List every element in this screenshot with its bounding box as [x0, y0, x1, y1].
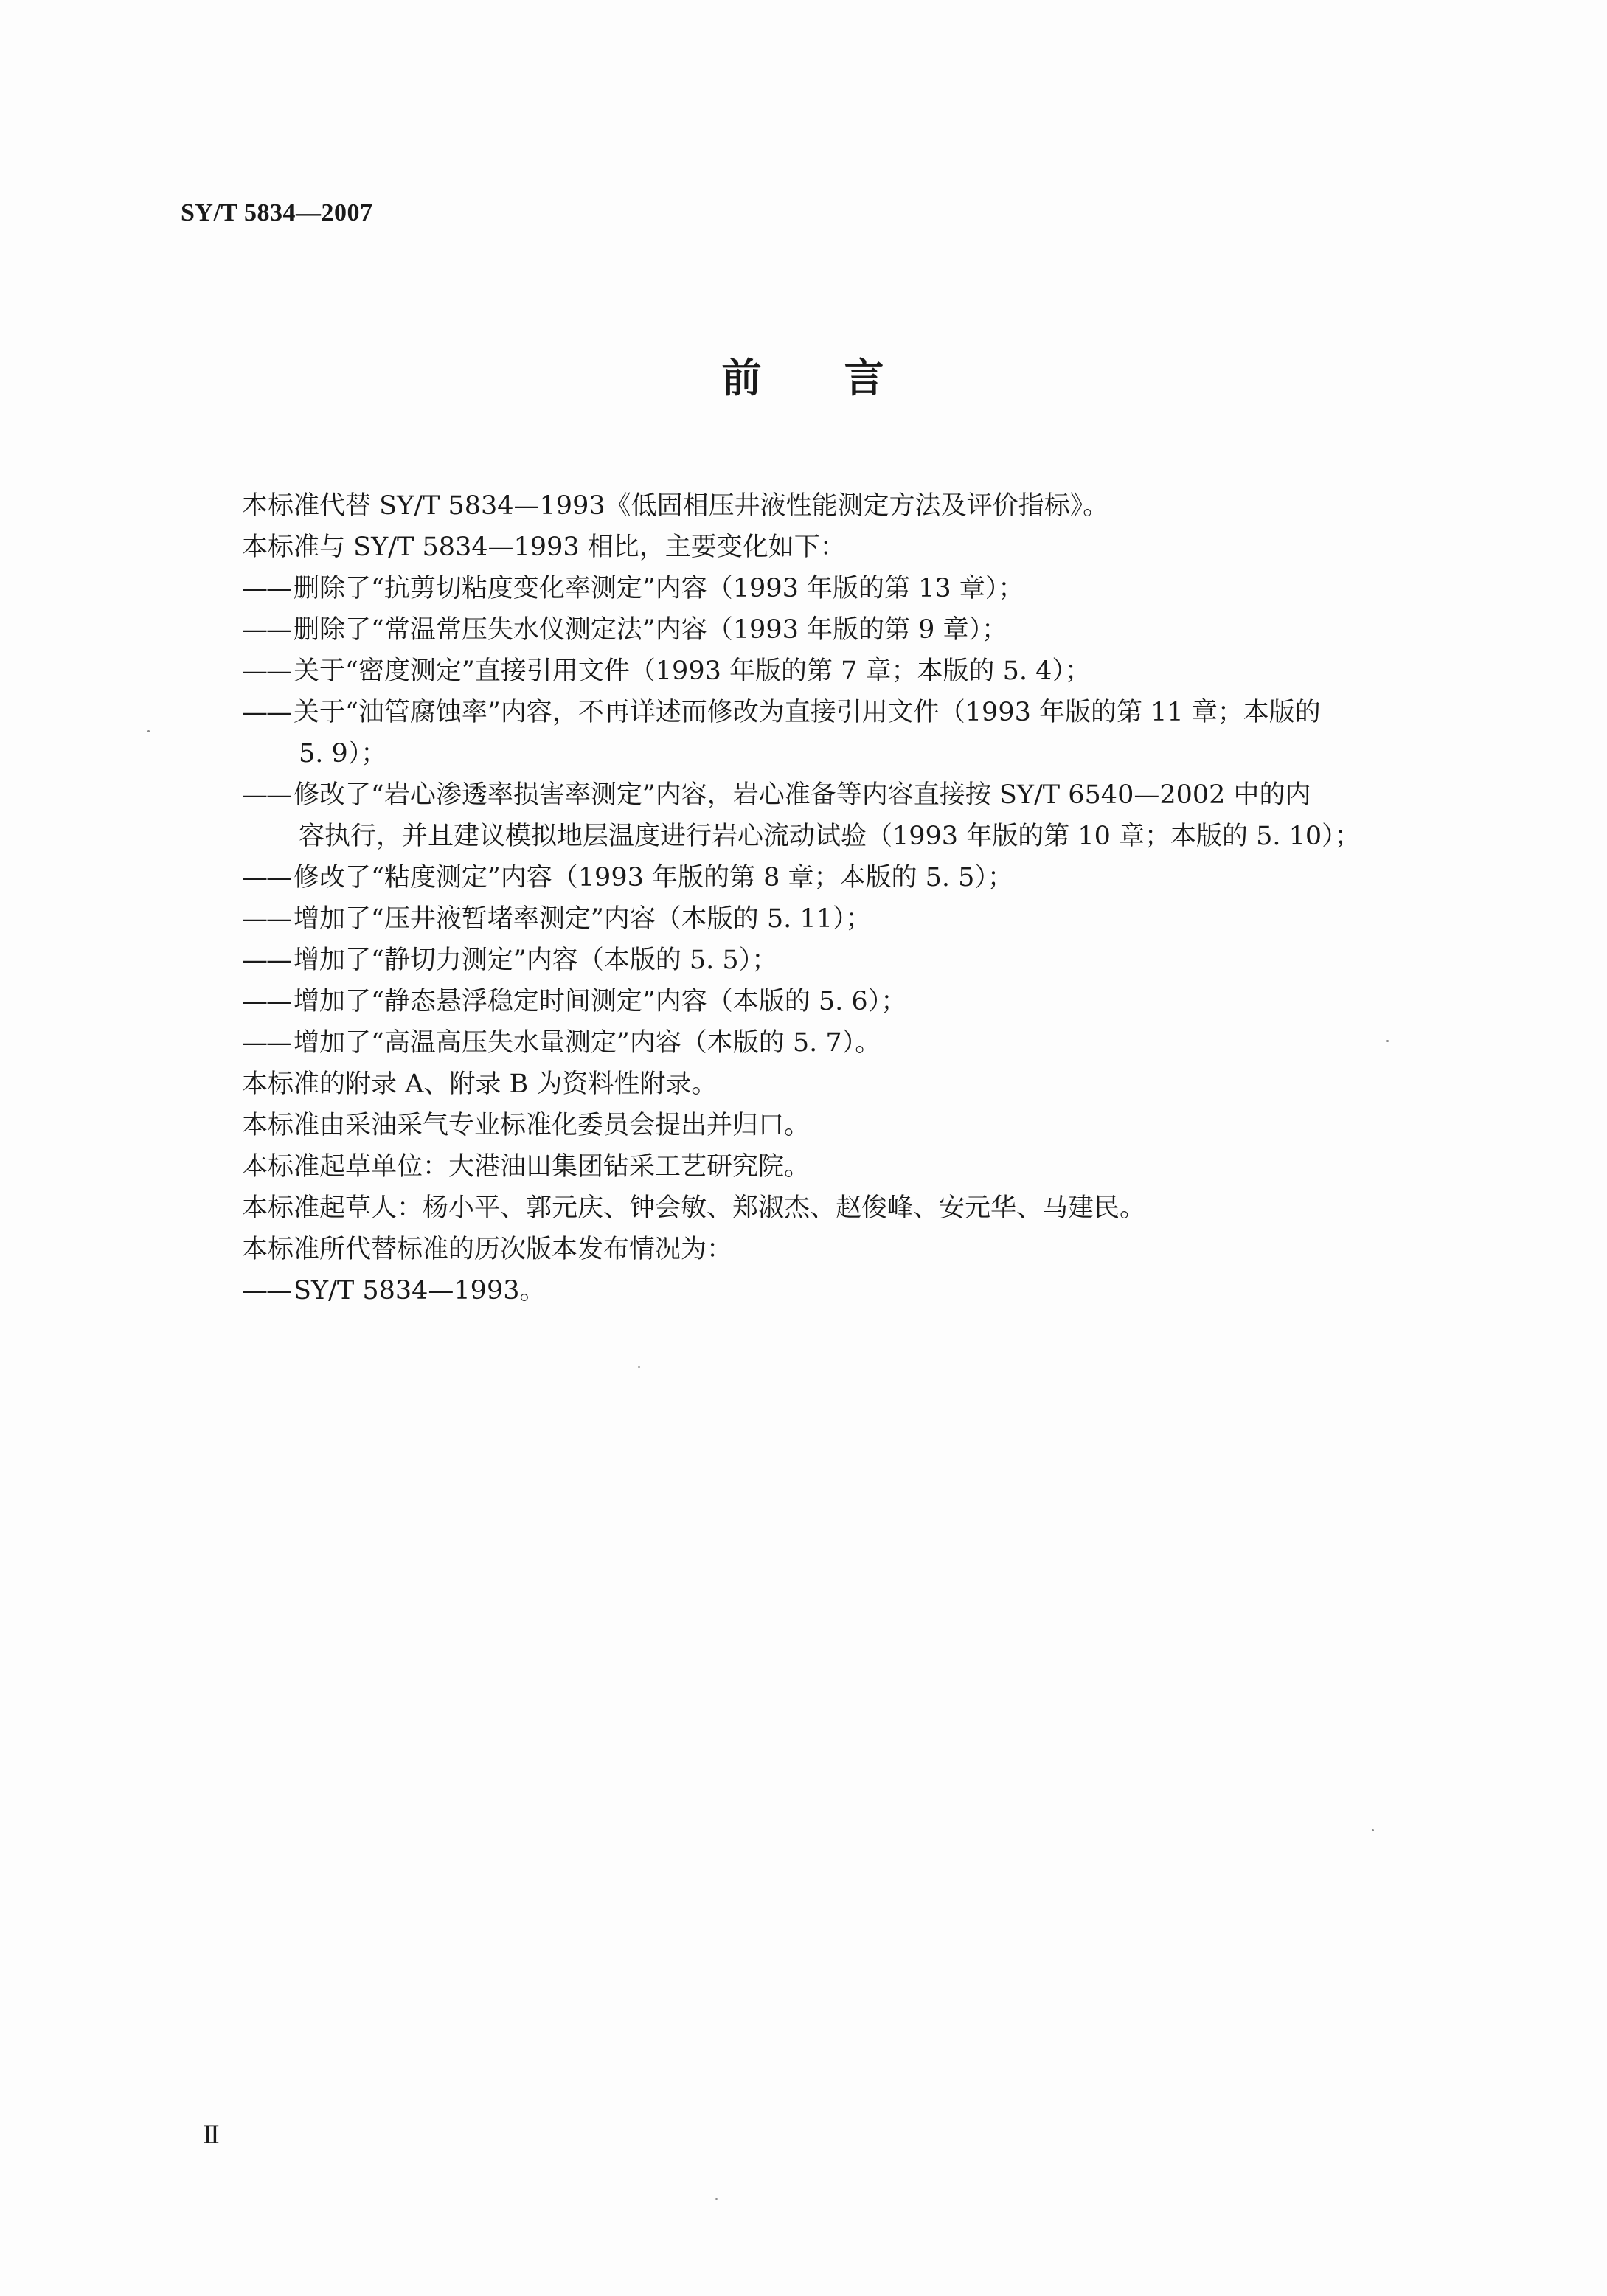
dash-mark: ——: [242, 904, 291, 934]
intro-compare: 本标准与 SY/T 5834—1993 相比，主要变化如下：: [242, 533, 846, 562]
change-text: 删除了“常温常压失水仪测定法”内容（1993 年版的第 9 章）；: [294, 615, 1008, 645]
page-number: Ⅱ: [203, 2122, 221, 2149]
page-title: [0, 347, 1607, 403]
dash-mark: ——: [242, 780, 291, 810]
history-item: [242, 1270, 1451, 1311]
change-text: 关于“密度测定”直接引用文件（1993 年版的第 7 章；本版的 5. 4）；: [294, 656, 1091, 686]
drafters-statement: 本标准起草人：杨小平、郭元庆、钟会敏、郑淑杰、赵俊峰、安元华、马建民。: [242, 1193, 1146, 1223]
foreword-body: [242, 485, 1451, 1311]
change-text: 删除了“抗剪切粘度变化率测定”内容（1993 年版的第 13 章）；: [294, 574, 1024, 603]
dash-mark: ——: [242, 1028, 291, 1058]
history-text: SY/T 5834—1993。: [294, 1276, 546, 1305]
change-item: [242, 1022, 1451, 1064]
change-item: [242, 651, 1451, 692]
change-item: [242, 568, 1451, 609]
standard-code: SY/T 5834—2007: [181, 199, 373, 226]
change-item: [242, 609, 1451, 651]
title-char-2: 言: [844, 355, 886, 401]
dash-mark: ——: [242, 656, 291, 686]
dash-mark: ——: [242, 863, 291, 892]
annex-statement: 本标准的附录 A、附录 B 为资料性附录。: [242, 1069, 718, 1099]
proposer-statement: 本标准由采油采气专业标准化委员会提出并归口。: [242, 1111, 811, 1140]
scan-speck: [638, 1366, 640, 1368]
change-text: 关于“油管腐蚀率”内容，不再详述而修改为直接引用文件（1993 年版的第 11 章；本版的: [294, 698, 1321, 727]
dash-mark: ——: [242, 574, 291, 603]
scan-speck: [715, 2198, 718, 2200]
change-item: [242, 857, 1451, 898]
change-text-continued: 5. 9）；: [299, 739, 387, 769]
dash-mark: ——: [242, 987, 291, 1016]
dash-mark: ——: [242, 698, 291, 727]
change-item: [242, 898, 1451, 940]
drafting-unit-statement: 本标准起草单位：大港油田集团钻采工艺研究院。: [242, 1152, 811, 1182]
change-text: 增加了“高温高压失水量测定”内容（本版的 5. 7）。: [294, 1028, 881, 1058]
change-item: [242, 692, 1451, 774]
change-text-continued: 容执行，并且建议模拟地层温度进行岩心流动试验（1993 年版的第 10 章；本版的 5. 10）；: [299, 822, 1361, 851]
title-char-1: 前: [721, 355, 763, 401]
change-text: 增加了“静切力测定”内容（本版的 5. 5）；: [294, 946, 778, 975]
scan-speck: [1386, 1040, 1389, 1042]
change-text: 修改了“粘度测定”内容（1993 年版的第 8 章；本版的 5. 5）；: [294, 863, 1013, 892]
change-item: [242, 981, 1451, 1022]
dash-mark: ——: [242, 615, 291, 645]
change-item: [242, 940, 1451, 981]
scan-speck: [1372, 1829, 1374, 1831]
dash-mark: ——: [242, 946, 291, 975]
dash-mark: ——: [242, 1276, 291, 1305]
intro-replace: 本标准代替 SY/T 5834—1993《低固相压井液性能测定方法及评价指标》。: [242, 491, 1109, 521]
history-intro: 本标准所代替标准的历次版本发布情况为：: [242, 1235, 733, 1264]
change-item: [242, 774, 1451, 857]
change-text: 修改了“岩心渗透率损害率测定”内容，岩心准备等内容直接按 SY/T 6540—2002 中的内: [294, 780, 1311, 810]
change-text: 增加了“静态悬浮稳定时间测定”内容（本版的 5. 6）；: [294, 987, 907, 1016]
scan-speck: [147, 730, 150, 732]
change-text: 增加了“压井液暂堵率测定”内容（本版的 5. 11）；: [294, 904, 872, 934]
